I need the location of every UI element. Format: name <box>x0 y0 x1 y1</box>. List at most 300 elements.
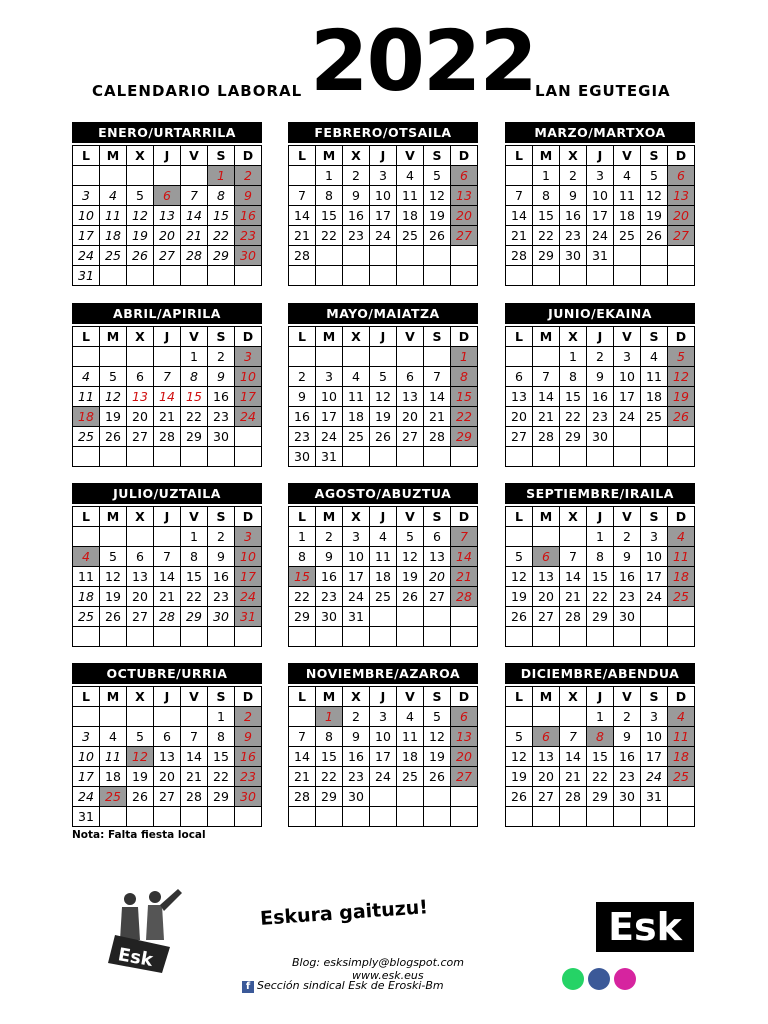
holiday-cell: 25 <box>668 767 695 787</box>
day-cell: 27 <box>533 787 560 807</box>
holiday-cell: 25 <box>668 587 695 607</box>
facebook-icon: f <box>242 981 254 993</box>
day-cell <box>560 627 587 647</box>
month-table <box>288 686 478 827</box>
day-cell: 23 <box>316 587 343 607</box>
holiday-cell: 27 <box>451 767 478 787</box>
weekday-header: X <box>343 687 370 707</box>
day-cell <box>289 266 316 286</box>
day-cell <box>668 266 695 286</box>
day-cell: 26 <box>506 607 533 627</box>
day-cell <box>506 527 533 547</box>
day-cell: 24 <box>73 246 100 266</box>
month-header: NOVIEMBRE/AZAROA <box>288 663 478 684</box>
weekday-header: J <box>154 146 181 166</box>
day-cell: 11 <box>614 186 641 206</box>
day-cell <box>100 627 127 647</box>
week-row <box>289 767 478 787</box>
week-row <box>506 166 695 186</box>
day-cell <box>235 427 262 447</box>
day-cell: 16 <box>614 747 641 767</box>
day-cell <box>451 627 478 647</box>
day-cell: 18 <box>73 587 100 607</box>
day-cell: 28 <box>506 246 533 266</box>
day-cell <box>668 607 695 627</box>
day-cell: 5 <box>100 367 127 387</box>
day-cell <box>587 266 614 286</box>
day-cell: 18 <box>343 407 370 427</box>
day-cell: 31 <box>343 607 370 627</box>
day-cell: 17 <box>370 206 397 226</box>
title-left: CALENDARIO LABORAL <box>92 82 303 100</box>
week-row <box>506 447 695 467</box>
weekday-header: S <box>641 687 668 707</box>
day-cell: 28 <box>154 607 181 627</box>
day-cell: 2 <box>343 166 370 186</box>
day-cell: 9 <box>614 727 641 747</box>
day-cell: 11 <box>397 727 424 747</box>
day-cell <box>208 266 235 286</box>
holiday-cell: 12 <box>668 367 695 387</box>
day-cell: 13 <box>397 387 424 407</box>
title-year: 2022 <box>310 12 536 110</box>
day-cell: 25 <box>73 427 100 447</box>
weekday-header: M <box>316 327 343 347</box>
week-row <box>73 407 262 427</box>
week-row <box>289 727 478 747</box>
day-cell <box>641 427 668 447</box>
week-row <box>73 627 262 647</box>
day-cell: 12 <box>397 547 424 567</box>
weekday-header: J <box>370 146 397 166</box>
day-cell: 23 <box>343 226 370 246</box>
day-cell: 27 <box>397 427 424 447</box>
weekday-header: D <box>451 687 478 707</box>
day-cell <box>100 707 127 727</box>
day-cell: 2 <box>343 707 370 727</box>
day-cell: 28 <box>154 427 181 447</box>
footer <box>60 880 710 1000</box>
day-cell: 4 <box>343 367 370 387</box>
day-cell: 17 <box>641 747 668 767</box>
day-cell <box>154 266 181 286</box>
month-table <box>505 506 695 647</box>
day-cell: 21 <box>533 407 560 427</box>
day-cell <box>451 787 478 807</box>
day-cell: 13 <box>533 567 560 587</box>
day-cell: 17 <box>316 407 343 427</box>
day-cell <box>343 447 370 467</box>
day-cell <box>127 707 154 727</box>
day-cell <box>316 807 343 827</box>
day-cell <box>127 807 154 827</box>
week-row <box>506 387 695 407</box>
weekday-header: S <box>641 327 668 347</box>
day-cell: 13 <box>154 206 181 226</box>
weekday-row <box>506 687 695 707</box>
weekday-header: J <box>587 146 614 166</box>
day-cell: 26 <box>100 607 127 627</box>
web-link[interactable]: www.esk.eus <box>352 969 424 982</box>
day-cell: 14 <box>289 206 316 226</box>
day-cell <box>154 627 181 647</box>
day-cell: 12 <box>424 727 451 747</box>
day-cell: 18 <box>397 206 424 226</box>
social-icons <box>562 968 672 992</box>
weekday-header: M <box>316 507 343 527</box>
day-cell <box>208 807 235 827</box>
day-cell <box>127 347 154 367</box>
day-cell <box>424 607 451 627</box>
week-row <box>506 787 695 807</box>
day-cell: 5 <box>397 527 424 547</box>
day-cell: 30 <box>208 427 235 447</box>
day-cell <box>614 266 641 286</box>
weekday-header: S <box>641 146 668 166</box>
day-cell: 2 <box>614 527 641 547</box>
day-cell <box>181 707 208 727</box>
week-row <box>73 206 262 226</box>
weekday-header: V <box>397 327 424 347</box>
day-cell <box>181 627 208 647</box>
day-cell: 18 <box>641 387 668 407</box>
day-cell: 8 <box>181 547 208 567</box>
day-cell: 23 <box>208 407 235 427</box>
day-cell: 22 <box>181 407 208 427</box>
day-cell: 6 <box>506 367 533 387</box>
holiday-cell: 8 <box>587 727 614 747</box>
day-cell: 8 <box>560 367 587 387</box>
day-cell: 31 <box>73 807 100 827</box>
day-cell: 15 <box>316 747 343 767</box>
day-cell: 15 <box>181 567 208 587</box>
facebook-icon[interactable] <box>588 968 610 990</box>
day-cell: 6 <box>424 527 451 547</box>
day-cell <box>370 807 397 827</box>
day-cell: 16 <box>208 567 235 587</box>
month-table <box>288 145 478 286</box>
instagram-icon[interactable] <box>614 968 636 990</box>
day-cell: 10 <box>316 387 343 407</box>
week-row <box>289 166 478 186</box>
day-cell <box>451 246 478 266</box>
weekday-header: V <box>614 327 641 347</box>
day-cell <box>397 447 424 467</box>
day-cell: 15 <box>587 567 614 587</box>
day-cell: 11 <box>100 206 127 226</box>
holiday-cell: 6 <box>154 186 181 206</box>
day-cell <box>506 627 533 647</box>
day-cell: 3 <box>370 707 397 727</box>
month-table <box>505 686 695 827</box>
month-table <box>72 686 262 827</box>
day-cell: 29 <box>289 607 316 627</box>
holiday-cell: 4 <box>668 527 695 547</box>
day-cell: 25 <box>370 587 397 607</box>
day-cell: 3 <box>587 166 614 186</box>
week-row <box>506 807 695 827</box>
day-cell <box>100 266 127 286</box>
day-cell: 26 <box>397 587 424 607</box>
day-cell <box>100 447 127 467</box>
day-cell: 24 <box>614 407 641 427</box>
day-cell: 26 <box>100 427 127 447</box>
day-cell <box>100 166 127 186</box>
day-cell <box>641 266 668 286</box>
day-cell <box>397 607 424 627</box>
day-cell: 9 <box>614 547 641 567</box>
week-row <box>73 166 262 186</box>
day-cell: 30 <box>208 607 235 627</box>
day-cell: 25 <box>73 607 100 627</box>
weekday-header: V <box>614 146 641 166</box>
day-cell: 17 <box>73 226 100 246</box>
day-cell: 4 <box>397 707 424 727</box>
weekday-header: J <box>587 327 614 347</box>
day-cell: 22 <box>181 587 208 607</box>
weekday-header: M <box>100 146 127 166</box>
day-cell <box>181 166 208 186</box>
weekday-row <box>506 146 695 166</box>
day-cell: 11 <box>343 387 370 407</box>
week-row <box>289 427 478 447</box>
day-cell: 7 <box>506 186 533 206</box>
day-cell: 19 <box>424 747 451 767</box>
week-row <box>73 186 262 206</box>
day-cell: 4 <box>100 186 127 206</box>
day-cell <box>73 527 100 547</box>
day-cell: 14 <box>154 387 181 407</box>
day-cell: 13 <box>424 547 451 567</box>
weekday-header: L <box>506 327 533 347</box>
day-cell: 22 <box>587 767 614 787</box>
day-cell: 15 <box>208 747 235 767</box>
day-cell: 22 <box>560 407 587 427</box>
month-table <box>505 145 695 286</box>
week-row <box>289 186 478 206</box>
week-row <box>506 206 695 226</box>
day-cell: 7 <box>560 727 587 747</box>
day-cell: 14 <box>506 206 533 226</box>
day-cell <box>451 266 478 286</box>
week-row <box>506 607 695 627</box>
day-cell <box>316 347 343 367</box>
day-cell: 19 <box>397 567 424 587</box>
day-cell: 24 <box>641 767 668 787</box>
holiday-cell: 27 <box>451 226 478 246</box>
holiday-cell: 13 <box>668 186 695 206</box>
week-row <box>506 727 695 747</box>
day-cell: 6 <box>397 367 424 387</box>
day-cell <box>668 787 695 807</box>
day-cell <box>533 347 560 367</box>
day-cell: 4 <box>641 347 668 367</box>
whatsapp-icon[interactable] <box>562 968 584 990</box>
day-cell: 18 <box>397 747 424 767</box>
day-cell: 28 <box>533 427 560 447</box>
day-cell: 12 <box>506 567 533 587</box>
holiday-cell: 1 <box>316 707 343 727</box>
day-cell <box>343 266 370 286</box>
holiday-cell: 18 <box>668 747 695 767</box>
day-cell: 15 <box>316 206 343 226</box>
day-cell: 17 <box>73 767 100 787</box>
day-cell: 5 <box>370 367 397 387</box>
day-cell: 25 <box>343 427 370 447</box>
day-cell <box>587 627 614 647</box>
day-cell: 17 <box>587 206 614 226</box>
month-febrero <box>288 122 478 286</box>
weekday-header: X <box>560 687 587 707</box>
holiday-cell: 13 <box>451 186 478 206</box>
month-table <box>72 145 262 286</box>
week-row <box>73 427 262 447</box>
week-row <box>73 547 262 567</box>
holiday-cell: 18 <box>668 567 695 587</box>
day-cell: 27 <box>127 607 154 627</box>
day-cell: 1 <box>560 347 587 367</box>
day-cell: 12 <box>127 206 154 226</box>
month-header: ENERO/URTARRILA <box>72 122 262 143</box>
day-cell: 3 <box>641 527 668 547</box>
day-cell: 7 <box>289 727 316 747</box>
day-cell: 7 <box>424 367 451 387</box>
day-cell <box>289 807 316 827</box>
week-row <box>73 767 262 787</box>
month-noviembre <box>288 663 478 827</box>
holiday-cell: 20 <box>668 206 695 226</box>
day-cell <box>127 266 154 286</box>
day-cell: 20 <box>127 407 154 427</box>
day-cell <box>343 627 370 647</box>
day-cell <box>641 447 668 467</box>
day-cell: 25 <box>397 767 424 787</box>
day-cell: 1 <box>587 527 614 547</box>
holiday-cell: 23 <box>235 767 262 787</box>
day-cell: 12 <box>100 387 127 407</box>
day-cell: 22 <box>208 767 235 787</box>
day-cell: 22 <box>208 226 235 246</box>
day-cell: 22 <box>316 226 343 246</box>
day-cell: 28 <box>424 427 451 447</box>
day-cell: 31 <box>641 787 668 807</box>
day-cell <box>668 807 695 827</box>
day-cell: 15 <box>208 206 235 226</box>
week-row <box>289 607 478 627</box>
week-row <box>73 387 262 407</box>
day-cell <box>154 447 181 467</box>
day-cell: 12 <box>424 186 451 206</box>
day-cell: 5 <box>100 547 127 567</box>
day-cell <box>424 246 451 266</box>
day-cell <box>343 347 370 367</box>
day-cell <box>73 447 100 467</box>
day-cell: 27 <box>154 787 181 807</box>
day-cell <box>533 707 560 727</box>
month-header: FEBRERO/OTSAILA <box>288 122 478 143</box>
day-cell <box>451 447 478 467</box>
weekday-header: J <box>370 327 397 347</box>
day-cell: 16 <box>208 387 235 407</box>
day-cell: 19 <box>100 407 127 427</box>
day-cell: 15 <box>533 206 560 226</box>
day-cell: 23 <box>289 427 316 447</box>
day-cell: 13 <box>127 567 154 587</box>
day-cell: 6 <box>127 547 154 567</box>
day-cell: 14 <box>289 747 316 767</box>
day-cell <box>154 807 181 827</box>
day-cell: 18 <box>614 206 641 226</box>
weekday-header: D <box>235 687 262 707</box>
day-cell: 22 <box>316 767 343 787</box>
day-cell <box>641 607 668 627</box>
day-cell <box>451 807 478 827</box>
day-cell <box>316 246 343 266</box>
slogan: Eskura gaituzu! <box>259 896 429 930</box>
holiday-cell: 7 <box>451 527 478 547</box>
holiday-cell: 27 <box>668 226 695 246</box>
day-cell: 3 <box>641 707 668 727</box>
week-row <box>73 347 262 367</box>
day-cell: 2 <box>614 707 641 727</box>
day-cell <box>343 246 370 266</box>
month-agosto <box>288 483 478 647</box>
day-cell <box>668 427 695 447</box>
day-cell <box>73 347 100 367</box>
day-cell: 19 <box>424 206 451 226</box>
holiday-cell: 6 <box>533 727 560 747</box>
weekday-header: M <box>100 687 127 707</box>
day-cell: 21 <box>289 767 316 787</box>
month-header: MAYO/MAIATZA <box>288 303 478 324</box>
holiday-cell: 22 <box>451 407 478 427</box>
day-cell: 11 <box>73 567 100 587</box>
day-cell: 24 <box>370 767 397 787</box>
week-row <box>506 427 695 447</box>
weekday-header: L <box>506 687 533 707</box>
week-row <box>73 727 262 747</box>
day-cell <box>154 527 181 547</box>
holiday-cell: 24 <box>235 407 262 427</box>
week-row <box>506 547 695 567</box>
weekday-header: J <box>154 327 181 347</box>
day-cell: 21 <box>154 587 181 607</box>
day-cell: 4 <box>100 727 127 747</box>
weekday-header: S <box>424 507 451 527</box>
day-cell: 5 <box>506 727 533 747</box>
day-cell: 11 <box>397 186 424 206</box>
day-cell: 4 <box>73 367 100 387</box>
day-cell: 29 <box>587 787 614 807</box>
day-cell: 7 <box>181 727 208 747</box>
day-cell: 10 <box>641 727 668 747</box>
day-cell: 5 <box>424 707 451 727</box>
week-row <box>289 387 478 407</box>
day-cell <box>506 707 533 727</box>
holiday-cell: 20 <box>451 206 478 226</box>
holiday-cell: 25 <box>100 787 127 807</box>
holiday-cell: 1 <box>208 166 235 186</box>
day-cell <box>289 707 316 727</box>
weekday-header: V <box>397 687 424 707</box>
week-row <box>506 266 695 286</box>
day-cell <box>154 347 181 367</box>
day-cell <box>424 347 451 367</box>
weekday-header: S <box>641 507 668 527</box>
weekday-header: S <box>208 146 235 166</box>
day-cell <box>614 447 641 467</box>
day-cell: 19 <box>100 587 127 607</box>
